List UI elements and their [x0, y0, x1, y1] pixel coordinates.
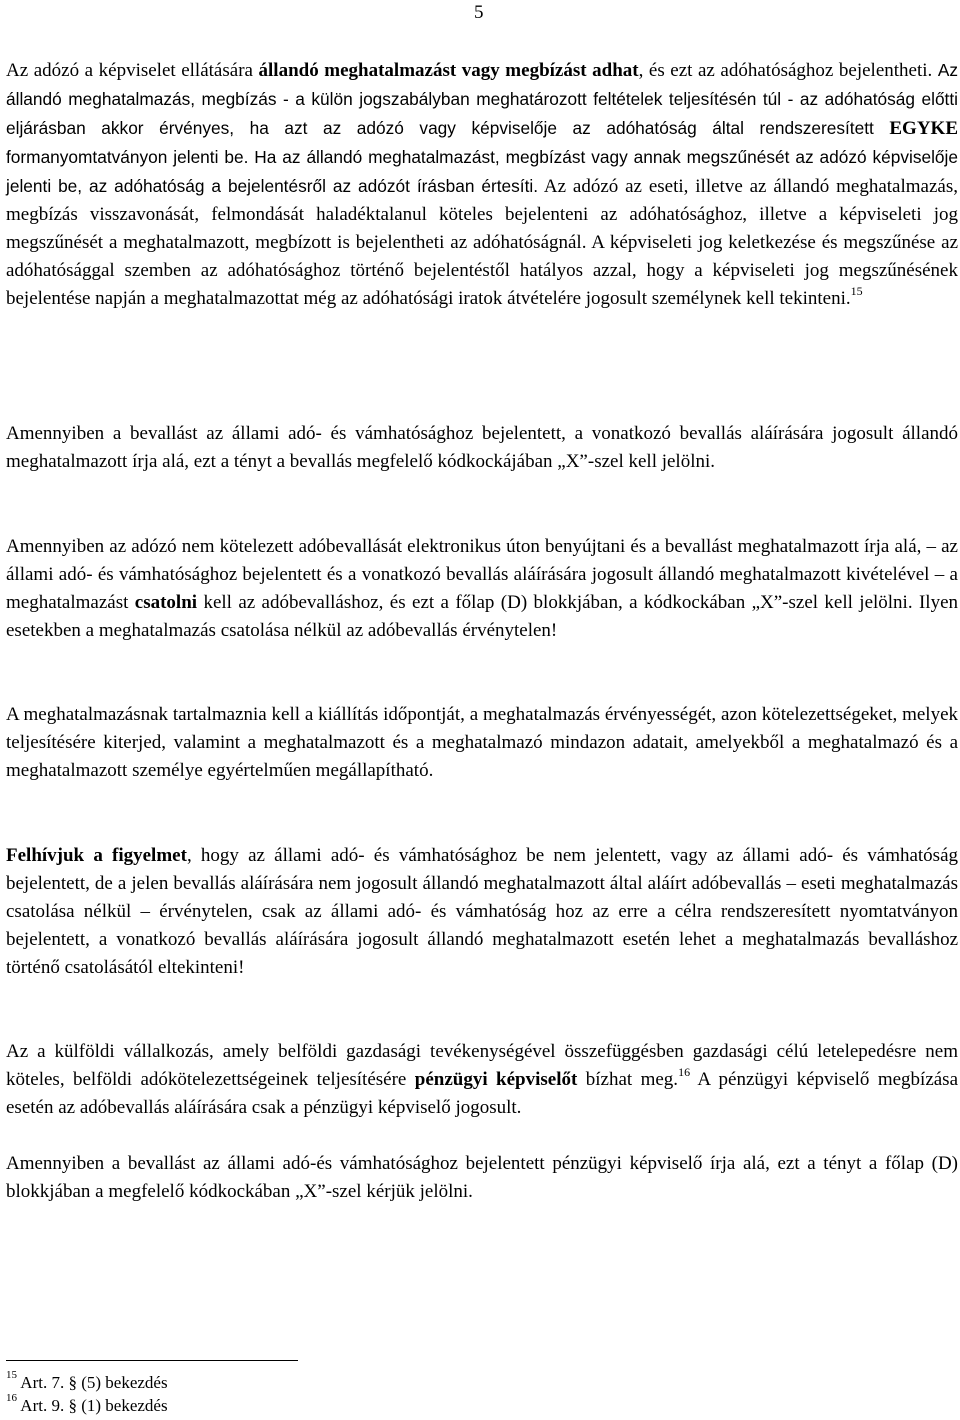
footnote-divider: [6, 1360, 298, 1361]
paragraph-representation: [6, 56, 958, 313]
text-run: kell az adóbevalláshoz, és ezt a főlap (D) blokkjában, a kódkockában „X”-szel kell jelölni. Ilyen esetekben a meghatalmazás csatolása nélkül az adóbevallás érvénytelen!: [6, 592, 959, 641]
bold-text: állandó meghatalmazást vagy megbízást adhat: [258, 60, 639, 81]
footnote-15: [6, 1369, 168, 1394]
bold-text: EGYKE: [889, 118, 958, 139]
text-run: Az adózó az eseti, illetve az állandó meghatalmazás, megbízás visszavonását, felmondását haladéktalanul köteles bejelenteni az adóhatósághoz, illetve a képviseleti jog megszűnését a meghatalmazott, megbízott is bejelentheti az adóhatóságnál. A képviseleti jog keletkezése és megszűnése az adóhatósággal szemben az adóhatósághoz történő bejelentéstől hatályos azzal, hogy a képviseleti jog megszűnésének bejelentése napján a meghatalmazottat még az adóhatósági iratok átvételére jogosult személynek kell tekinteni.: [6, 176, 958, 309]
footnote-number: 16: [6, 1392, 17, 1405]
footnote-ref: 16: [678, 1064, 691, 1079]
bold-text: csatolni: [134, 592, 198, 613]
text-run: Amennyiben az adózó nem kötelezett adóbevallását elektronikus úton benyújtani és a bevallást meghatalmazott írja alá, – az állami adó- és vámhatósághoz bejelentett és a vonatkozó bevallás aláírására jogosult állandó meghatalmazott kivételével – a meghatalmazást: [6, 536, 958, 613]
footnote-number: 15: [6, 1369, 17, 1382]
paragraph-attachment: [6, 533, 958, 645]
text-run: Az a külföldi vállalkozás, amely belföldi gazdasági tevékenységével összefüggésben gazdasági célú letelepedésre nem köteles, belföldi adókötelezettségeinek teljesítésére: [6, 1041, 958, 1090]
paragraph-financial-representative: Amennyiben a bevallást az állami adó-és vámhatósághoz bejelentett pénzügyi képviselő írja alá, ezt a tényt a főlap (D) blokkjában a megfelelő kódkockában „X”-szel kérjük jelölni.: [6, 1153, 958, 1202]
paragraph-authorization-content: A meghatalmazásnak tartalmaznia kell a kiállítás időpontját, a meghatalmazás érvényességét, azon kötelezettségeket, melyek teljesítésére kiterjed, valamint a meghatalmazott és a meghatalmazó mindazon adatait, amelyekből a meghatalmazó és a meghatalmazott személye egyértelműen megállapítható.: [6, 704, 958, 781]
text-run: , hogy az állami adó- és vámhatósághoz be nem jelentett, vagy az állami adó- és vámhatóság bejelentett, de a jelen bevallás aláírására nem jogosult állandó meghatalmazott által aláírt adóbevallás – eseti meghatalmazás csatolása nélkül – érvénytelen, csak az állami adó- és vámhatóság hoz az erre a célra rendszeresített nyomtatványon bejelentett, a vonatkozó bevallás aláírására jogosult állandó meghatalmazott esetén lehet a meghatalmazás bevalláshoz történő csatolásától eltekinteni!: [6, 845, 959, 978]
footnote-text: Art. 7. § (5) bekezdés: [17, 1373, 168, 1392]
text-run: bízhat meg.: [577, 1069, 679, 1090]
text-run: formanyomtatványon jelenti be. Ha az állandó meghatalmazást, megbízást vagy annak megszűnését az adózó képviselője jelenti be, az adóhatóság a bejelentésről az adózót írásban értesíti.: [6, 147, 958, 196]
text-run: A pénzügyi képviselő megbízása esetén az adóbevallás aláírására csak a pénzügyi képviselő jogosult.: [6, 1069, 959, 1118]
footnote-16: [6, 1392, 168, 1417]
paragraph-signing: Amennyiben a bevallást az állami adó- és vámhatósághoz bejelentett, a vonatkozó bevallás aláírására jogosult állandó meghatalmazott írja alá, ezt a tényt a bevallás megfelelő kódkockájában „X”-szel kell jelölni.: [6, 423, 958, 472]
footnote-ref: 15: [850, 283, 863, 298]
text-run: Az adózó a képviselet ellátására: [6, 60, 259, 81]
bold-text: Felhívjuk a figyelmet: [6, 845, 187, 866]
text-run: , és ezt az adóhatósághoz bejelentheti.: [638, 60, 938, 81]
footnote-text: Art. 9. § (1) bekezdés: [17, 1396, 168, 1415]
text-run: Az állandó meghatalmazás, megbízás - a külön jogszabályban meghatározott feltételek teljesítésén túl - az adóhatóság előtti eljárásban akkor érvényes, ha azt az adózó vagy képviselője az adóhatóság által rendszeresített: [6, 60, 958, 138]
bold-text: pénzügyi képviselőt: [414, 1069, 578, 1090]
paragraph-foreign-enterprise: [6, 1038, 958, 1122]
page-number: 5: [474, 2, 484, 23]
paragraph-notice: [6, 842, 958, 982]
